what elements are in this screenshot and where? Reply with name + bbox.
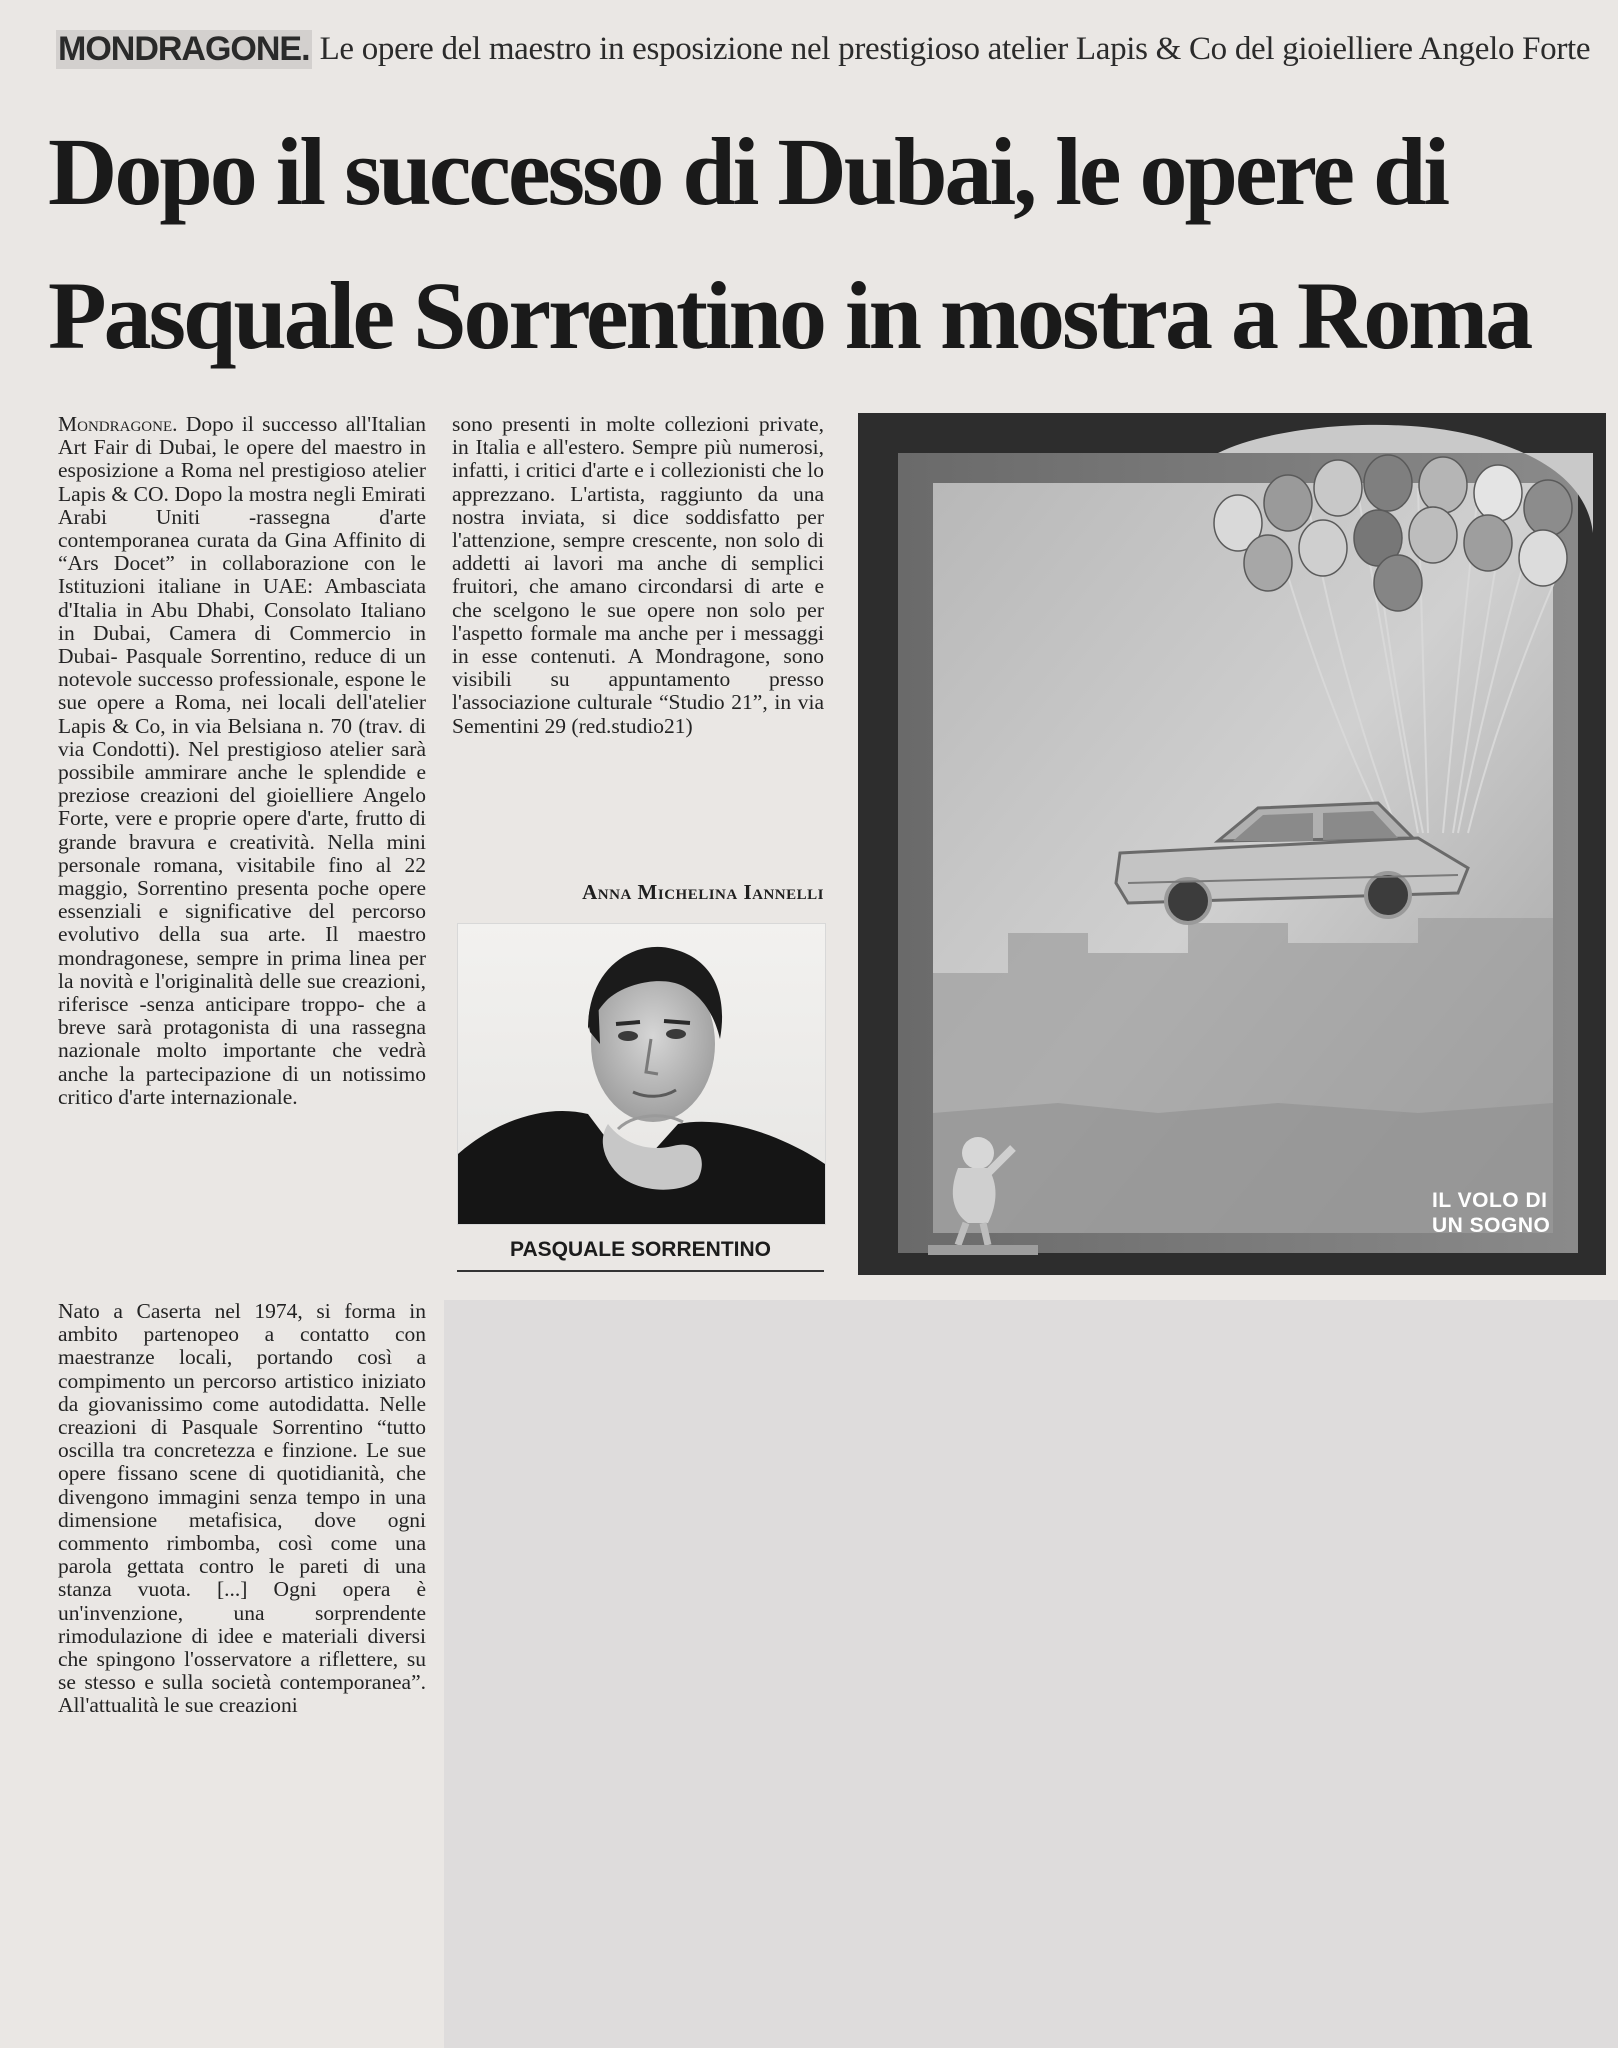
- kicker-text: Le opere del maestro in esposizione nel prestigioso atelier Lapis & Co del gioielliere Angelo Forte: [319, 30, 1591, 67]
- article-column-1-continuation: [58, 1300, 426, 2040]
- portrait-caption: PASQUALE SORRENTINO: [457, 1230, 824, 1272]
- article-column-2: [452, 413, 824, 875]
- kicker: [56, 20, 1596, 78]
- balloon: [1314, 460, 1362, 516]
- balloon: [1474, 465, 1522, 521]
- kicker-label: MONDRAGONE.: [58, 29, 310, 68]
- balloon: [1374, 555, 1422, 611]
- article-paragraph-2: Nato a Caserta nel 1974, si forma in ambito partenopeo a contatto con maestranze locali, portando così a compimento un percorso artistico iniziato da giovanissimo come autodidatta. Nelle creazioni di Pasquale Sorrentino “tutto oscilla tra concretezza e finzione. Le sue opere fissano scene di quotidianità, che divengono immagini senza tempo in una dimensione metafisica, dove ogni commento rimbomba, così come una parola gettata contro le pareti di una stanza vuota. [...] Ogni opera è un'invenzione, una sorprendente rimodulazione di idee e materiali diversi che spingono l'osservatore a riflettere, su se stesso e sulla società contemporanea”. All'attualità le sue creazioni: [58, 1300, 426, 1718]
- balloon: [1409, 507, 1457, 563]
- artwork-caption-line-1: IL VOLO DI: [1432, 1189, 1548, 1212]
- article-dateline: Mondragone.: [58, 413, 178, 436]
- balloon: [1524, 480, 1572, 536]
- balloon: [1244, 535, 1292, 591]
- portrait-photo: [457, 923, 826, 1225]
- article-column-1: [58, 413, 426, 1300]
- headline-line-2: Pasquale Sorrentino in mostra a Roma: [48, 262, 1531, 369]
- artwork-illustration: [858, 413, 1606, 1275]
- portrait-illustration: [458, 924, 825, 1224]
- article-paragraph-col2: sono presenti in molte collezioni private, in Italia e all'estero. Sempre più numerosi, infatti, i critici d'arte e i collezionisti che lo apprezzano. L'artista, raggiunto da una nostra inviata, si dice soddisfatto per l'attenzione, sempre crescente, non solo di addetti ai lavori ma anche di semplici fruitori, che amano circondarsi di arte e che scelgono le sue opere non solo per l'aspetto formale ma anche per i messaggi in esse contenuti. A Mondragone, sono visibili su appuntamento presso l'associazione culturale “Studio 21”, in via Sementini 29 (red.studio21): [452, 413, 824, 738]
- headline-line-1: Dopo il successo di Dubai, le opere di: [48, 118, 1448, 225]
- balloon: [1264, 475, 1312, 531]
- balloon: [1299, 520, 1347, 576]
- artwork-caption-line-2: UN SOGNO: [1432, 1214, 1551, 1237]
- artwork-photo: [858, 413, 1606, 1275]
- balloon: [1464, 515, 1512, 571]
- article-paragraph-1-text: Dopo il successo all'Italian Art Fair di Dubai, le opere del maestro in esposizione a Roma nel prestigioso atelier Lapis & CO. Dopo la mostra negli Emirati Arabi Uniti -rassegna d'arte contemporanea curata da Gina Affinito di “Ars Docet” in collaborazione con le Istituzioni italiane in UAE: Ambasciata d'Italia in Abu Dhabi, Consolato Italiano in Dubai, Camera di Commercio in Dubai- Pasquale Sorrentino, reduce di un notevole successo professionale, espone le sue opere a Roma, nei locali dell'atelier Lapis & Co, in via Belsiana n. 70 (trav. di via Condotti). Nel prestigioso atelier sarà possibile ammirare anche le splendide e preziose creazioni del gioielliere Angelo Forte, vere e proprie opere d'arte, frutto di grande bravura e creatività. Nella mini personale romana, visitabile fino al 22 maggio, Sorrentino presenta poche opere essenziali e significative del percorso evolutivo della sua arte. Il maestro mondragonese, sempre in prima linea per la novità e l'originalità delle sue creazioni, riferisce -senza anticipare troppo- che a breve sarà protagonista di una rassegna nazionale molto importante che vedrà anche la partecipazione di un notissimo critico d'arte internazionale.: [58, 413, 426, 1109]
- byline: Anna Michelina Iannelli: [582, 880, 824, 904]
- balloon: [1519, 530, 1567, 586]
- headline: [48, 100, 1608, 388]
- balloon: [1419, 457, 1467, 513]
- balloon: [1364, 455, 1412, 511]
- artwork-caption: [1432, 1188, 1592, 1238]
- newspaper-clipping-continuation: [0, 1300, 444, 2048]
- article-paragraph-1: [58, 413, 426, 1109]
